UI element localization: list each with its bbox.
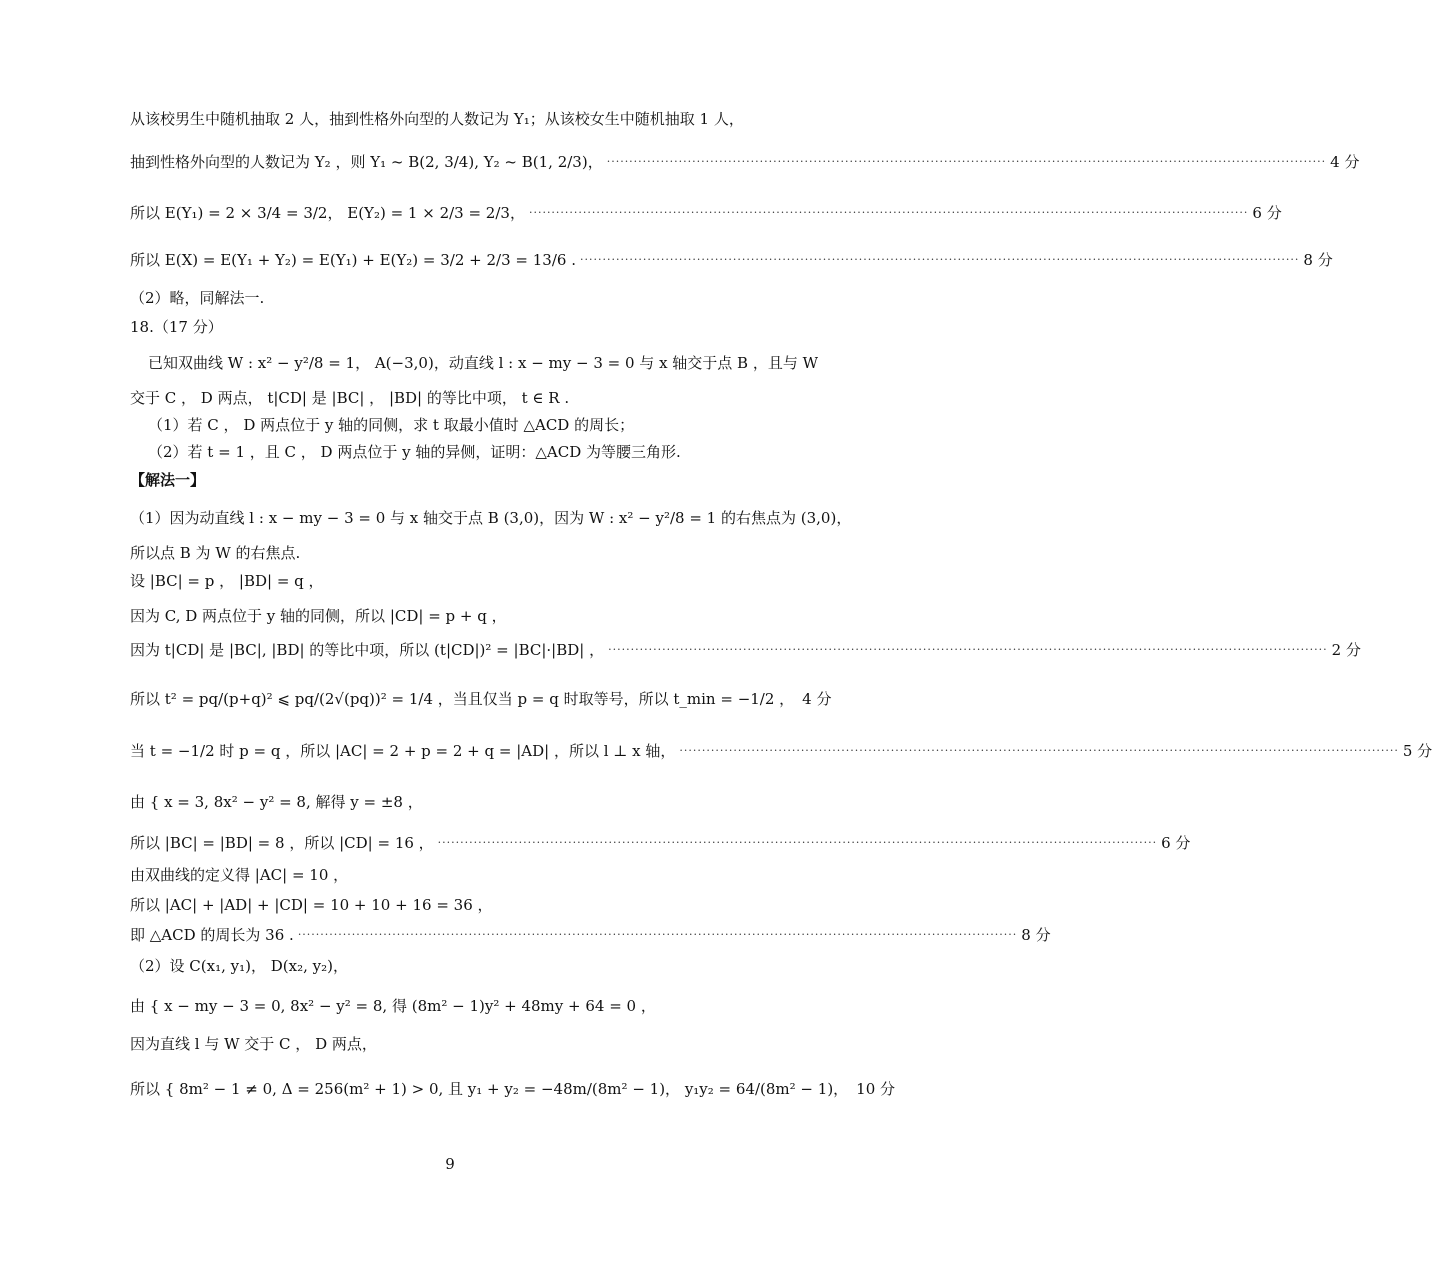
solution-line-1: （1）因为动直线 l : x − my − 3 = 0 与 x 轴交于点 B (3,0)，因为 W : x² − y²/8 = 1 的右焦点为 (3,0)， bbox=[130, 509, 852, 527]
dot-leader: ································································································································································ bbox=[297, 928, 1018, 941]
solution-line-3: 设 |BC| = p ， |BD| = q ， bbox=[130, 572, 324, 590]
solution-heading: 【解法一】 bbox=[130, 471, 206, 489]
text-line-4: 所以 E(X) = E(Y₁ + Y₂) = E(Y₁) + E(Y₂) = 3/2 + 2/3 = 13/6 . ································································································································································ 8 分 bbox=[130, 251, 1333, 269]
dot-leader: ································································································································································ bbox=[606, 155, 1327, 168]
problem-part-2: （2）若 t = 1 ，且 C ， D 两点位于 y 轴的异侧，证明：△ACD 为等腰三角形. bbox=[148, 443, 681, 461]
dot-leader: ································································································································································ bbox=[579, 253, 1300, 266]
solution-line-15: 因为直线 l 与 W 交于 C ， D 两点， bbox=[130, 1035, 377, 1053]
dot-leader: ································································································································································ bbox=[528, 206, 1249, 219]
problem-statement-2: 交于 C ， D 两点， t|CD| 是 |BC| ， |BD| 的等比中项， t ∈ R . bbox=[130, 389, 570, 407]
solution-line-12: 即 △ACD 的周长为 36 . ································································································································································ 8 分 bbox=[130, 926, 1051, 944]
text-line-3: 所以 E(Y₁) = 2 × 3/4 = 3/2， E(Y₂) = 1 × 2/3 = 2/3， ································································································································································ 6 分 bbox=[130, 204, 1282, 222]
score-label: 8 分 bbox=[1303, 251, 1333, 269]
score-label: 4 分 bbox=[802, 690, 832, 708]
problem-statement-1: 已知双曲线 W : x² − y²/8 = 1， A(−3,0)，动直线 l : x − my − 3 = 0 与 x 轴交于点 B ，且与 W bbox=[148, 354, 819, 372]
solution-line-11: 所以 |AC| + |AD| + |CD| = 10 + 10 + 16 = 36 ， bbox=[130, 896, 493, 914]
solution-line-14: 由 { x − my − 3 = 0, 8x² − y² = 8, 得 (8m² − 1)y² + 48my + 64 = 0 ， bbox=[130, 997, 656, 1015]
score-label: 6 分 bbox=[1161, 834, 1191, 852]
solution-line-6: 所以 t² = pq/(p+q)² ⩽ pq/(2√(pq))² = 1/4 ，当且仅当 p = q 时取等号，所以 t_min = −1/2 ， 4 分 bbox=[130, 690, 832, 708]
solution-line-8: 由 { x = 3, 8x² − y² = 8, 解得 y = ±8 ， bbox=[130, 793, 423, 811]
text-line-1: 从该校男生中随机抽取 2 人，抽到性格外向型的人数记为 Y₁；从该校女生中随机抽取 1 人， bbox=[130, 110, 744, 128]
score-label: 2 分 bbox=[1331, 641, 1361, 659]
text-line-2: 抽到性格外向型的人数记为 Y₂ ，则 Y₁ ~ B(2, 3/4), Y₂ ~ B(1, 2/3)， ································································································································································ 4 分 bbox=[130, 153, 1360, 171]
text-line-5: （2）略，同解法一. bbox=[130, 289, 265, 307]
problem-heading: 18.（17 分） bbox=[130, 318, 223, 336]
solution-line-9: 所以 |BC| = |BD| = 8 ，所以 |CD| = 16 ， ································································································································································ 6 分 bbox=[130, 834, 1191, 852]
solution-line-5: 因为 t|CD| 是 |BC|, |BD| 的等比中项，所以 (t|CD|)² = |BC|·|BD| ， ································································································································································ 2 分 bbox=[130, 641, 1361, 659]
solution-line-4: 因为 C, D 两点位于 y 轴的同侧，所以 |CD| = p + q ， bbox=[130, 607, 507, 625]
problem-part-1: （1）若 C ， D 两点位于 y 轴的同侧，求 t 取最小值时 △ACD 的周长； bbox=[148, 416, 635, 434]
score-label: 8 分 bbox=[1021, 926, 1051, 944]
score-label: 5 分 bbox=[1402, 742, 1432, 760]
solution-line-7: 当 t = −1/2 时 p = q ，所以 |AC| = 2 + p = 2 + q = |AD| ，所以 l ⊥ x 轴， ································································································································································ 5 分 bbox=[130, 742, 1432, 760]
score-label: 4 分 bbox=[1330, 153, 1360, 171]
solution-line-2: 所以点 B 为 W 的右焦点. bbox=[130, 544, 301, 562]
solution-line-16: 所以 { 8m² − 1 ≠ 0, Δ = 256(m² + 1) > 0, 且 y₁ + y₂ = −48m/(8m² − 1)， y₁y₂ = 64/(8m² − 1)， 10 分 bbox=[130, 1080, 896, 1098]
solution-line-10: 由双曲线的定义得 |AC| = 10 ， bbox=[130, 866, 349, 884]
dot-leader: ································································································································································ bbox=[437, 836, 1158, 849]
score-label: 6 分 bbox=[1252, 204, 1282, 222]
score-label: 10 分 bbox=[856, 1080, 896, 1098]
dot-leader: ································································································································································ bbox=[608, 643, 1328, 656]
page-number: 9 bbox=[445, 1155, 455, 1173]
dot-leader: ································································································································································ bbox=[679, 744, 1399, 757]
solution-line-13: （2）设 C(x₁, y₁)， D(x₂, y₂)， bbox=[130, 957, 348, 975]
